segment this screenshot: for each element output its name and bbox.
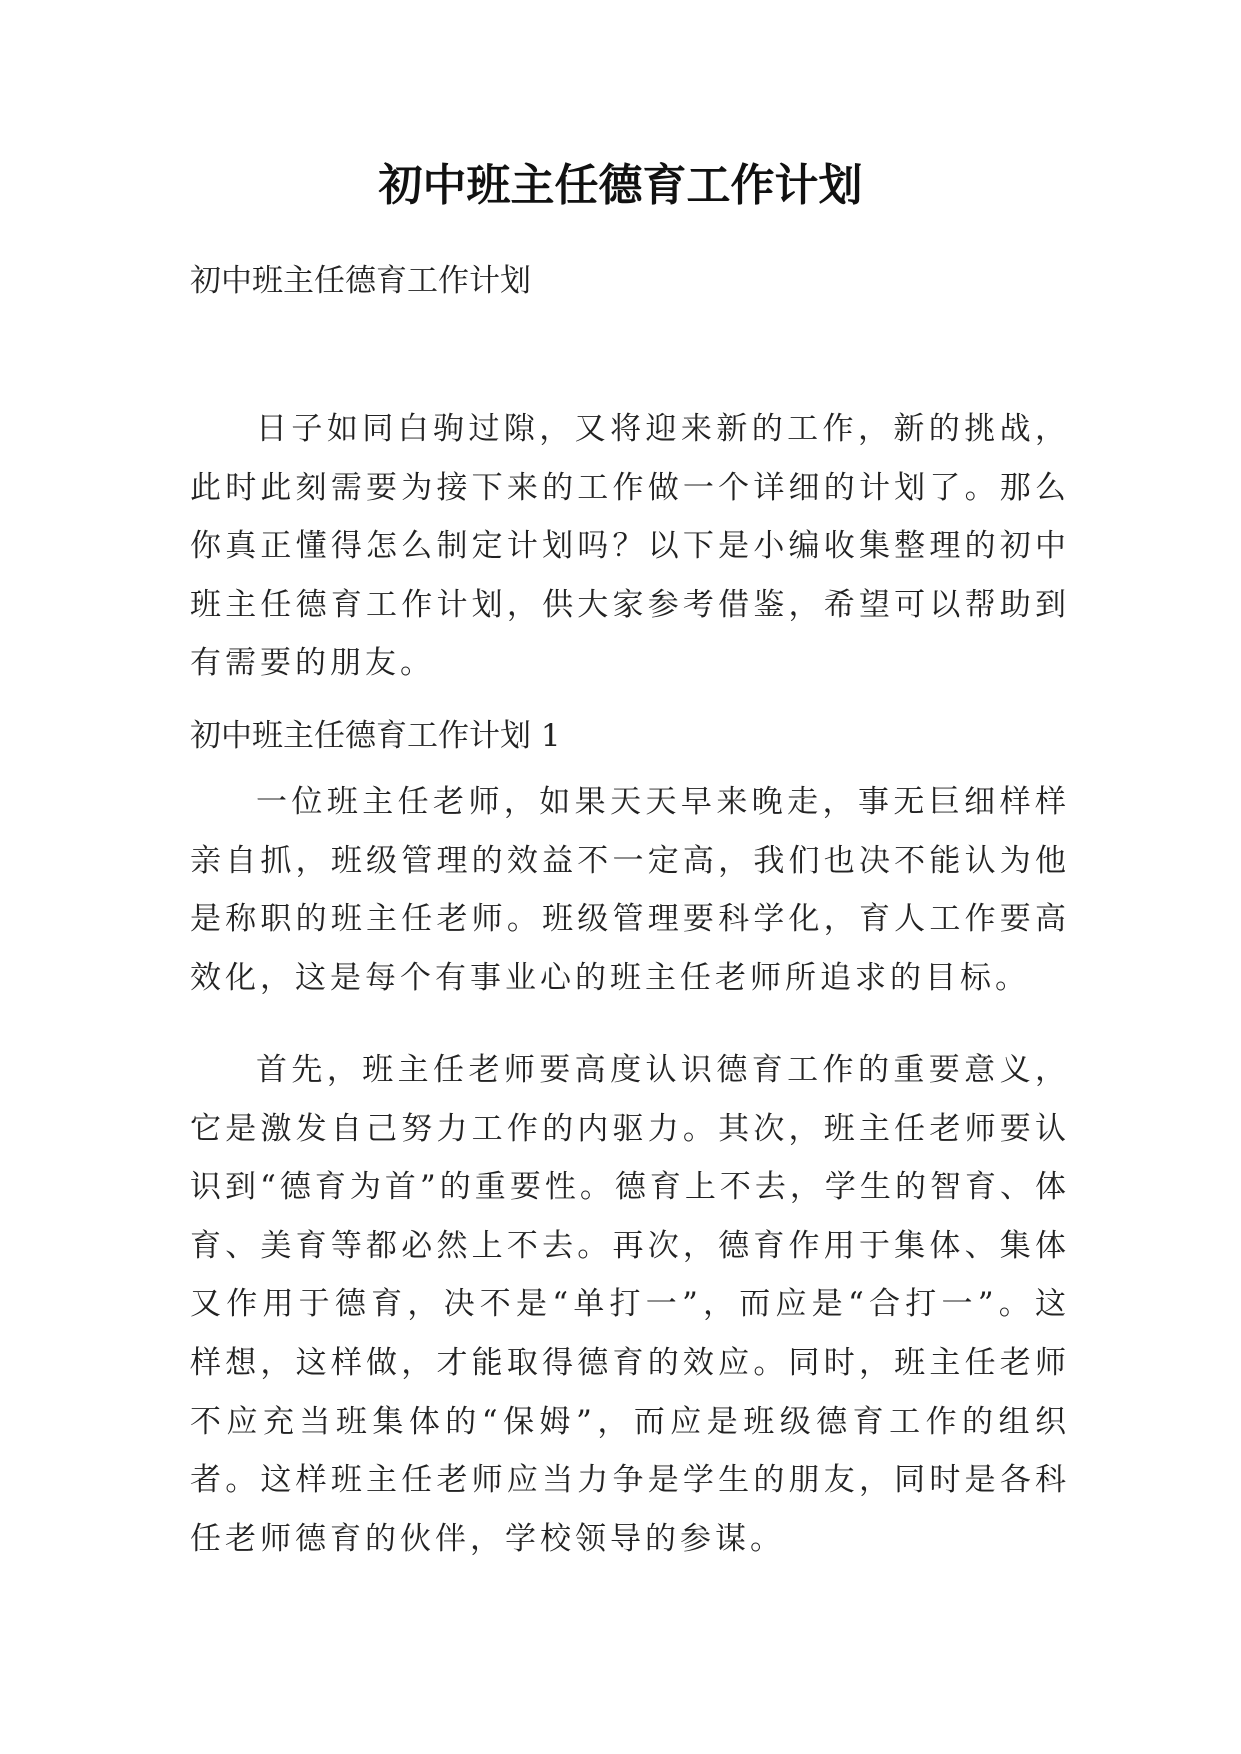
body-paragraph-2: 首先，班主任老师要高度认识德育工作的重要意义，它是激发自己努力工作的内驱力。其次，班主任老师要认识到“德育为首”的重要性。德育上不去，学生的智育、体育、美育等都必然上不去。再次，德育作用于集体、集体又作用于德育，决不是“单打一”，而应是“合打一”。这样想，这样做，才能取得德育的效应。同时，班主任老师不应充当班集体的“保姆”，而应是班级德育工作的组织者。这样班主任老师应当力争是学生的朋友，同时是各科任老师德育的伙伴，学校领导的参谋。 [190, 1052, 1070, 1557]
document-title: 初中班主任德育工作计划 [378, 160, 863, 211]
body-paragraph-1: 一位班主任老师，如果天天早来晚走，事无巨细样样亲自抓，班级管理的效益不一定高，我们也决不能认为他是称职的班主任老师。班级管理要科学化，育人工作要高效化，这是每个有事业心的班主任老师所追求的目标。 [190, 784, 1070, 996]
intro-paragraph: 日子如同白驹过隙，又将迎来新的工作，新的挑战，此时此刻需要为接下来的工作做一个详细的计划了。那么你真正懂得怎么制定计划吗？以下是小编收集整理的初中班主任德育工作计划，供大家参考借鉴，希望可以帮助到有需要的朋友。 [190, 411, 1070, 682]
section-heading: 初中班主任德育工作计划 1 [190, 718, 561, 754]
document-subtitle: 初中班主任德育工作计划 [190, 263, 531, 299]
